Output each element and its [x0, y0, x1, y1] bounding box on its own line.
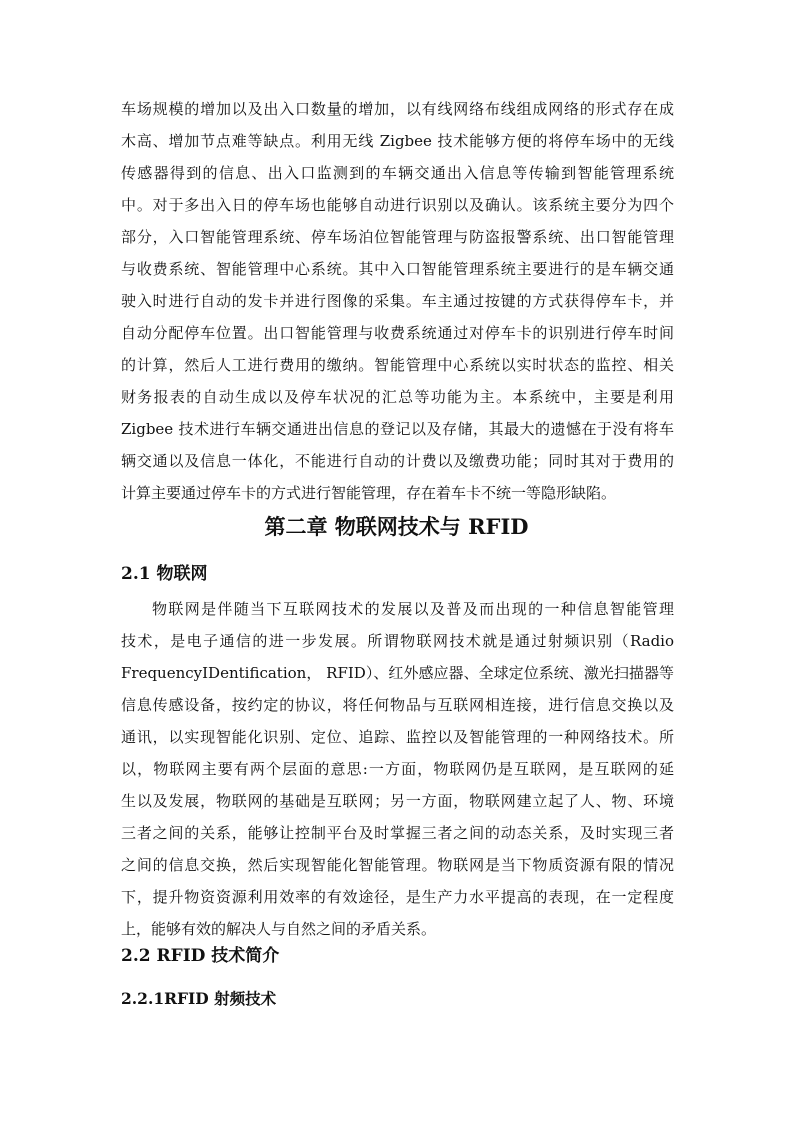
text-line: 生以及发展，物联网的基础是互联网；另一方面，物联网建立起了人、物、环境	[121, 792, 674, 810]
text-line: 财务报表的自动生成以及停车状况的汇总等功能为主。本系统中，主要是利用	[121, 388, 674, 406]
text-line: 部分，入口智能管理系统、停车场泊位智能管理与防盗报警系统、出口智能管理	[121, 228, 674, 246]
text-line: 之间的信息交换，然后实现智能化智能管理。物联网是当下物质资源有限的情况	[121, 856, 674, 874]
text-line: 计算主要通过停车卡的方式进行智能管理，存在着车卡不统一等隐形缺陷。	[121, 484, 617, 502]
text-line: 技术，是电子通信的进一步发展。所谓物联网技术就是通过射频识别（Radio	[121, 632, 674, 650]
text-line: 物联网是伴随当下互联网技术的发展以及普及而出现的一种信息智能管理	[152, 600, 674, 618]
text-line: FrequencyIDentification， RFID）、红外感应器、全球定位系统、激光扫描器等	[121, 664, 674, 682]
text-line: 车场规模的增加以及出入口数量的增加，以有线网络布线组成网络的形式存在成	[121, 100, 674, 118]
text-line: 的计算，然后人工进行费用的缴纳。智能管理中心系统以实时状态的监控、相关	[121, 356, 674, 374]
text-line: 木高、增加节点难等缺点。利用无线 Zigbee 技术能够方便的将停车场中的无线	[121, 132, 674, 150]
section-title-2-1: 2.1 物联网	[121, 564, 208, 584]
text-line: 下，提升物资资源利用效率的有效途径，是生产力水平提高的表现，在一定程度	[121, 888, 674, 906]
section-title-2-2: 2.2 RFID 技术简介	[121, 946, 280, 966]
text-line: 中。对于多出入日的停车场也能够自动进行识别以及确认。该系统主要分为四个	[121, 196, 674, 214]
subsection-title-2-2-1: 2.2.1RFID 射频技术	[121, 989, 277, 1008]
text-line: 自动分配停车位置。出口智能管理与收费系统通过对停车卡的识别进行停车时间	[121, 324, 674, 342]
text-line: Zigbee 技术进行车辆交通进出信息的登记以及存储，其最大的遗憾在于没有将车	[121, 420, 674, 438]
text-line: 通讯，以实现智能化识别、定位、追踪、监控以及智能管理的一种网络技术。所	[121, 728, 674, 746]
text-line: 传感器得到的信息、出入口监测到的车辆交通出入信息等传输到智能管理系统	[121, 164, 674, 182]
text-line: 以，物联网主要有两个层面的意思:一方面，物联网仍是互联网，是互联网的延	[121, 760, 674, 778]
text-line: 辆交通以及信息一体化，不能进行自动的计费以及缴费功能；同时其对于费用的	[121, 452, 674, 470]
text-line: 上，能够有效的解决人与自然之间的矛盾关系。	[121, 920, 437, 938]
chapter-title: 第二章 物联网技术与 RFID	[264, 514, 529, 539]
text-line: 三者之间的关系，能够让控制平台及时掌握三者之间的动态关系，及时实现三者	[121, 824, 674, 842]
text-line: 信息传感设备，按约定的协议，将任何物品与互联网相连接，进行信息交换以及	[121, 696, 674, 714]
text-line: 与收费系统、智能管理中心系统。其中入口智能管理系统主要进行的是车辆交通	[121, 260, 674, 278]
text-line: 驶入时进行自动的发卡并进行图像的采集。车主通过按键的方式获得停车卡，并	[121, 292, 674, 310]
